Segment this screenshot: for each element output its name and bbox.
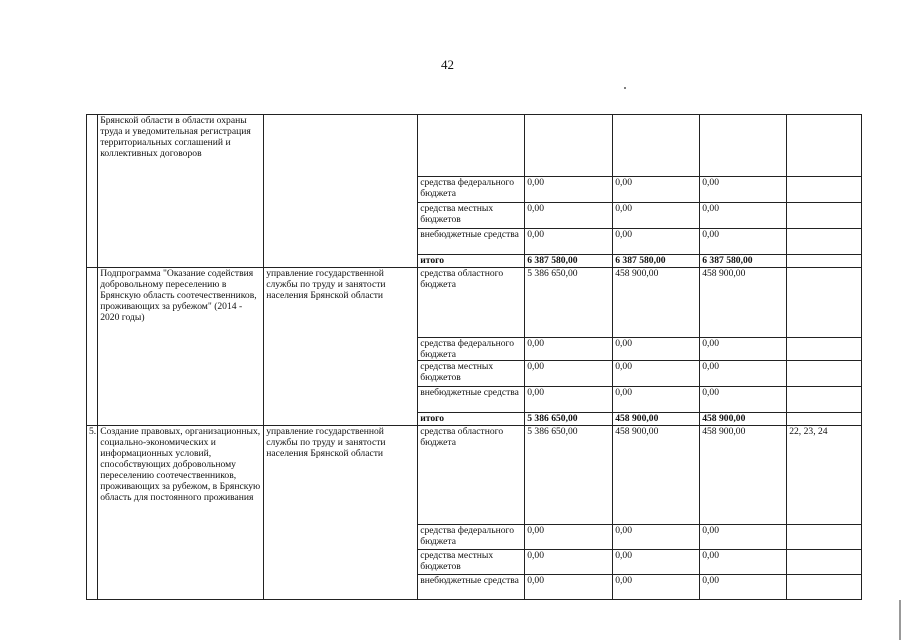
value-2016: 0,00 <box>700 229 787 255</box>
value-2015: 0,00 <box>613 177 700 203</box>
indicator-cell <box>787 255 862 268</box>
value-2015: 458 900,00 <box>613 426 700 525</box>
total-2015: 458 900,00 <box>613 413 700 426</box>
total-2015: 6 387 580,00 <box>613 255 700 268</box>
executor-name: управление государственной службы по труду и занятости населения Брянской области <box>266 268 386 301</box>
value-2015: 458 900,00 <box>613 268 700 338</box>
indicator-numbers: 22, 23, 24 <box>787 426 862 525</box>
funding-source: средства федерального бюджета <box>418 177 525 203</box>
total-2016: 458 900,00 <box>700 413 787 426</box>
value-2014: 5 386 650,00 <box>525 268 613 338</box>
indicator-cell <box>787 575 862 600</box>
value-2015: 0,00 <box>613 203 700 229</box>
value-2016-cell <box>700 115 787 177</box>
table-row <box>87 426 862 525</box>
indicator-cell <box>787 177 862 203</box>
value-2015: 0,00 <box>613 550 700 575</box>
value-2015: 0,00 <box>613 525 700 550</box>
funding-source: средства федерального бюджета <box>418 525 525 550</box>
source-cell <box>418 115 525 177</box>
value-2015-cell <box>613 115 700 177</box>
value-2014: 5 386 650,00 <box>525 426 613 525</box>
value-2016: 0,00 <box>700 338 787 361</box>
page-number: 42 <box>441 57 454 72</box>
value-2016: 458 900,00 <box>700 268 787 338</box>
indicator-cell <box>787 203 862 229</box>
value-2015: 0,00 <box>613 361 700 387</box>
indicator-cell <box>787 550 862 575</box>
budget-table <box>86 114 862 600</box>
measure-name: Брянской области в области охраны труда и уведомительная регистрация территориальных соглашений и коллективных договоров <box>100 115 251 159</box>
indicator-cell <box>787 115 862 177</box>
value-2014: 0,00 <box>525 338 613 361</box>
row-number: 5. <box>87 426 98 600</box>
subprogram-name: Подпрограмма "Оказание содействия добровольному переселению в Брянскую область соотечественников, проживающих за рубежом" (2014 - 2020 годы) <box>100 268 257 323</box>
value-2016: 0,00 <box>700 203 787 229</box>
value-2014: 0,00 <box>525 361 613 387</box>
measure-name-cell <box>98 426 264 600</box>
row-number-cell <box>87 115 98 268</box>
value-2015: 0,00 <box>613 338 700 361</box>
indicator-cell <box>787 387 862 413</box>
total-2014: 6 387 580,00 <box>525 255 613 268</box>
funding-source: внебюджетные средства <box>418 575 525 600</box>
value-2014: 0,00 <box>525 525 613 550</box>
indicator-cell <box>787 525 862 550</box>
executor-cell <box>264 268 418 426</box>
funding-source: средства федерального бюджета <box>418 338 525 361</box>
funding-source-total: итого <box>418 255 525 268</box>
value-2015: 0,00 <box>613 229 700 255</box>
funding-source: средства местных бюджетов <box>418 203 525 229</box>
value-2014: 0,00 <box>525 203 613 229</box>
scan-edge-mark <box>899 600 901 640</box>
funding-source: средства областного бюджета <box>418 426 525 525</box>
value-2014: 0,00 <box>525 177 613 203</box>
funding-source-total: итого <box>418 413 525 426</box>
total-2014: 5 386 650,00 <box>525 413 613 426</box>
value-2014-cell <box>525 115 613 177</box>
executor-name: управление государственной службы по труду и занятости населения Брянской области <box>266 426 386 459</box>
indicator-cell <box>787 338 862 361</box>
measure-name-cell <box>98 268 264 426</box>
funding-source: внебюджетные средства <box>418 387 525 413</box>
measure-name-cell <box>98 115 264 268</box>
indicator-cell <box>787 268 862 338</box>
funding-source: внебюджетные средства <box>418 229 525 255</box>
total-2016: 6 387 580,00 <box>700 255 787 268</box>
executor-cell <box>264 115 418 268</box>
value-2016: 0,00 <box>700 550 787 575</box>
scan-speck <box>624 87 626 89</box>
funding-source: средства местных бюджетов <box>418 361 525 387</box>
funding-source: средства областного бюджета <box>418 268 525 338</box>
table-row <box>87 268 862 338</box>
value-2016: 0,00 <box>700 177 787 203</box>
value-2016: 458 900,00 <box>700 426 787 525</box>
indicator-cell <box>787 413 862 426</box>
value-2016: 0,00 <box>700 361 787 387</box>
value-2014: 0,00 <box>525 229 613 255</box>
value-2015: 0,00 <box>613 575 700 600</box>
value-2014: 0,00 <box>525 575 613 600</box>
indicator-cell <box>787 361 862 387</box>
value-2015: 0,00 <box>613 387 700 413</box>
indicator-cell <box>787 229 862 255</box>
value-2016: 0,00 <box>700 525 787 550</box>
row-number-cell <box>87 268 98 426</box>
value-2014: 0,00 <box>525 550 613 575</box>
value-2016: 0,00 <box>700 387 787 413</box>
measure-name: Создание правовых, организационных, социально-экономических и информационных условий, способствующих добровольному переселению соотечественников, проживающих за рубежом, в Брянскую область для постоянного проживания <box>100 426 261 503</box>
table-row <box>87 115 862 177</box>
funding-source: средства местных бюджетов <box>418 550 525 575</box>
value-2016: 0,00 <box>700 575 787 600</box>
value-2014: 0,00 <box>525 387 613 413</box>
executor-cell <box>264 426 418 600</box>
